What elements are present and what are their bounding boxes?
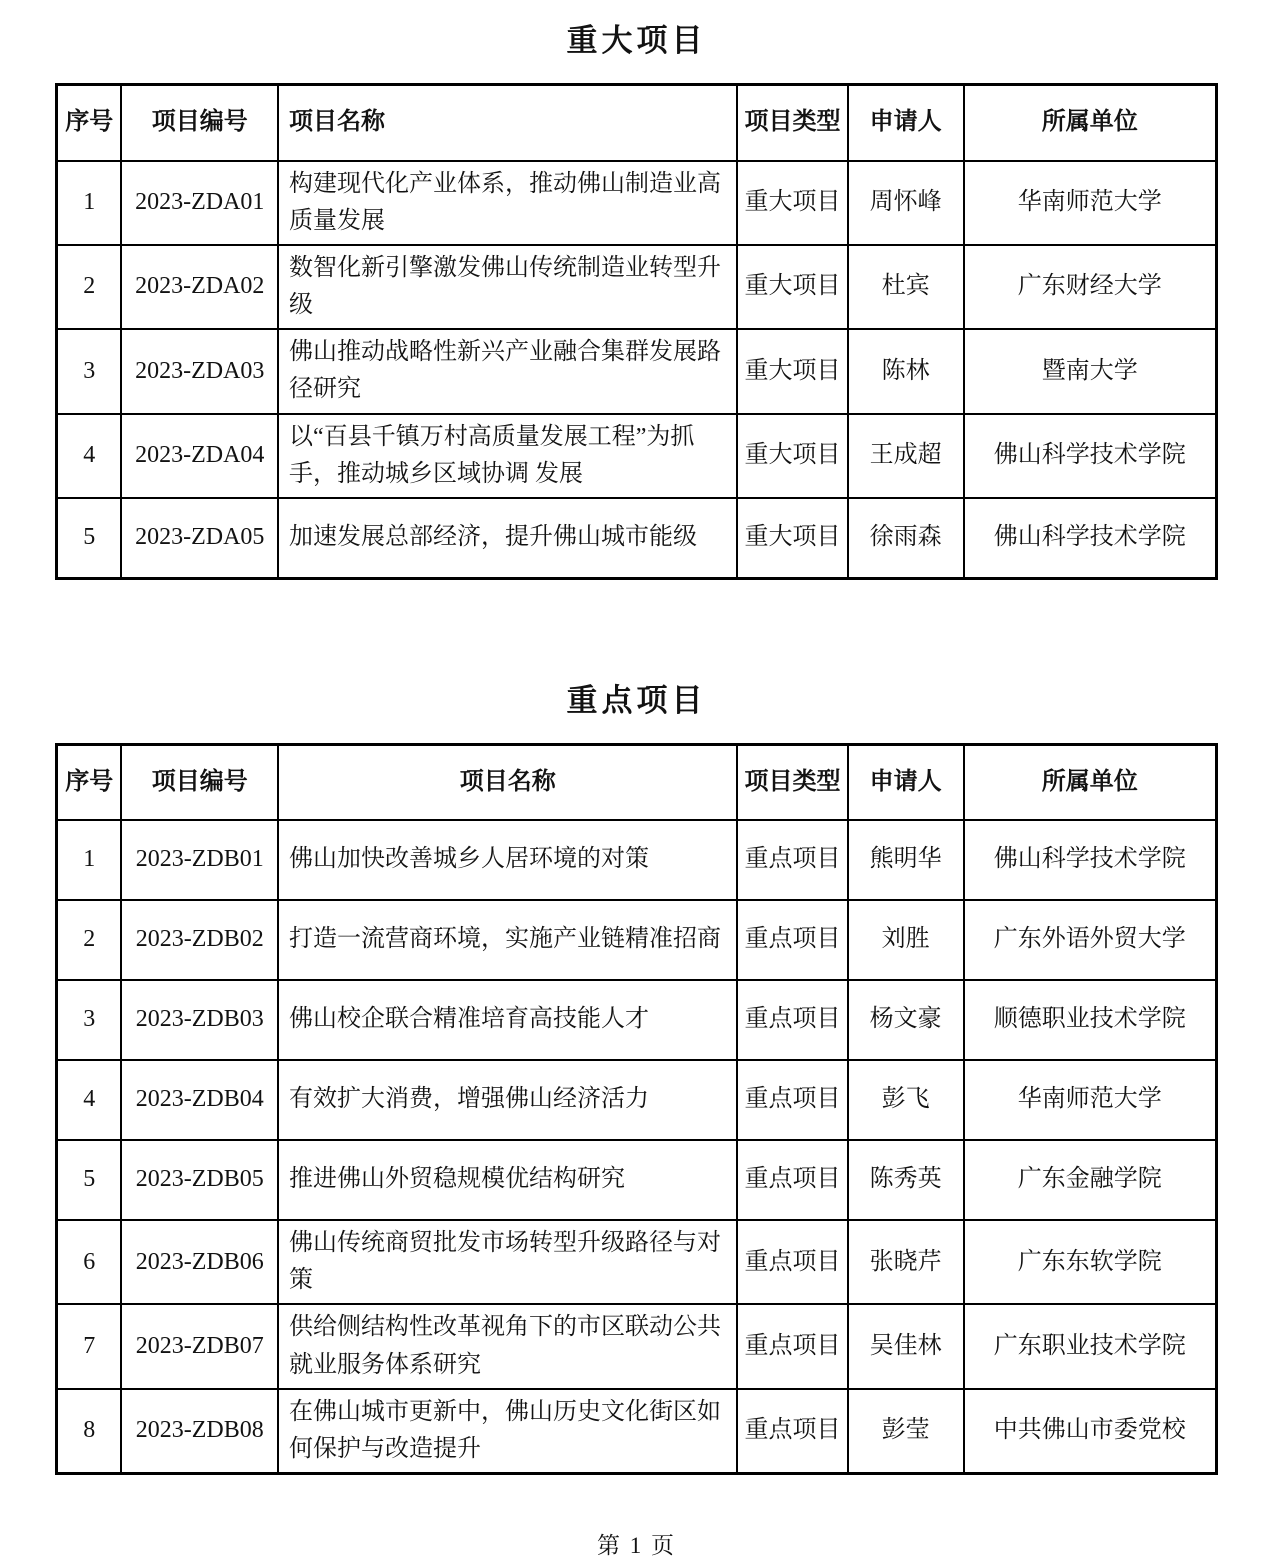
table-cell-col-num: 2 bbox=[57, 245, 122, 329]
table-cell-col-unit: 华南师范大学 bbox=[964, 161, 1217, 245]
table-cell-col-num: 7 bbox=[57, 1304, 122, 1388]
major-projects-table bbox=[55, 83, 1218, 580]
table-cell-col-applicant: 杨文豪 bbox=[848, 980, 964, 1060]
table-cell-col-unit: 暨南大学 bbox=[964, 329, 1217, 413]
header-cell-col-type: 项目类型 bbox=[737, 85, 847, 161]
table-header bbox=[57, 85, 1217, 161]
table-cell-col-unit: 中共佛山市委党校 bbox=[964, 1389, 1217, 1474]
table-row bbox=[57, 161, 1217, 245]
header-cell-col-code: 项目编号 bbox=[121, 744, 278, 820]
header-cell-col-name: 项目名称 bbox=[278, 85, 737, 161]
table-cell-col-applicant: 王成超 bbox=[848, 414, 964, 498]
table-cell-col-unit: 广东财经大学 bbox=[964, 245, 1217, 329]
table-cell-col-unit: 佛山科学技术学院 bbox=[964, 498, 1217, 578]
table-cell-col-num: 4 bbox=[57, 414, 122, 498]
table-cell-col-name: 有效扩大消费，增强佛山经济活力 bbox=[278, 1060, 737, 1140]
table-cell-col-code: 2023-ZDB02 bbox=[121, 900, 278, 980]
table-cell-col-code: 2023-ZDB07 bbox=[121, 1304, 278, 1388]
table-cell-col-applicant: 杜宾 bbox=[848, 245, 964, 329]
table-header bbox=[57, 744, 1217, 820]
table-cell-col-code: 2023-ZDB03 bbox=[121, 980, 278, 1060]
table-cell-col-applicant: 彭莹 bbox=[848, 1389, 964, 1474]
header-cell-col-applicant: 申请人 bbox=[848, 744, 964, 820]
table-body bbox=[57, 161, 1217, 579]
table-row bbox=[57, 900, 1217, 980]
table-cell-col-name: 在佛山城市更新中，佛山历史文化街区如何保护与改造提升 bbox=[278, 1389, 737, 1474]
table-cell-col-num: 1 bbox=[57, 161, 122, 245]
table-cell-col-unit: 广东职业技术学院 bbox=[964, 1304, 1217, 1388]
table-cell-col-name: 佛山推动战略性新兴产业融合集群发展路径研究 bbox=[278, 329, 737, 413]
table-cell-col-applicant: 陈林 bbox=[848, 329, 964, 413]
table-cell-col-applicant: 张晓芹 bbox=[848, 1220, 964, 1304]
table-cell-col-name: 打造一流营商环境，实施产业链精准招商 bbox=[278, 900, 737, 980]
table-cell-col-type: 重点项目 bbox=[737, 1389, 847, 1474]
table-cell-col-unit: 广东金融学院 bbox=[964, 1140, 1217, 1220]
table-cell-col-name: 推进佛山外贸稳规模优结构研究 bbox=[278, 1140, 737, 1220]
table-cell-col-applicant: 徐雨森 bbox=[848, 498, 964, 578]
header-cell-col-applicant: 申请人 bbox=[848, 85, 964, 161]
header-cell-col-name: 项目名称 bbox=[278, 744, 737, 820]
table-cell-col-name: 加速发展总部经济，提升佛山城市能级 bbox=[278, 498, 737, 578]
table-cell-col-code: 2023-ZDA05 bbox=[121, 498, 278, 578]
table-cell-col-code: 2023-ZDB08 bbox=[121, 1389, 278, 1474]
header-cell-col-type: 项目类型 bbox=[737, 744, 847, 820]
table-cell-col-type: 重点项目 bbox=[737, 1060, 847, 1140]
table-cell-col-code: 2023-ZDA03 bbox=[121, 329, 278, 413]
table-cell-col-code: 2023-ZDA01 bbox=[121, 161, 278, 245]
table-cell-col-applicant: 吴佳林 bbox=[848, 1304, 964, 1388]
table-cell-col-code: 2023-ZDA02 bbox=[121, 245, 278, 329]
table-cell-col-applicant: 彭飞 bbox=[848, 1060, 964, 1140]
table-row bbox=[57, 498, 1217, 578]
table-cell-col-name: 供给侧结构性改革视角下的市区联动公共就业服务体系研究 bbox=[278, 1304, 737, 1388]
table-row bbox=[57, 414, 1217, 498]
table-cell-col-num: 6 bbox=[57, 1220, 122, 1304]
table-cell-col-name: 以“百县千镇万村高质量发展工程”为抓手，推动城乡区域协调 发展 bbox=[278, 414, 737, 498]
table-cell-col-applicant: 周怀峰 bbox=[848, 161, 964, 245]
table-row bbox=[57, 329, 1217, 413]
header-cell-col-num: 序号 bbox=[57, 85, 122, 161]
table-row bbox=[57, 245, 1217, 329]
table-cell-col-code: 2023-ZDA04 bbox=[121, 414, 278, 498]
table-cell-col-type: 重点项目 bbox=[737, 980, 847, 1060]
table-cell-col-num: 5 bbox=[57, 1140, 122, 1220]
table-row bbox=[57, 820, 1217, 900]
header-row bbox=[57, 85, 1217, 161]
table-cell-col-num: 5 bbox=[57, 498, 122, 578]
table-cell-col-applicant: 陈秀英 bbox=[848, 1140, 964, 1220]
major-projects-title: 重大项目 bbox=[566, 23, 707, 58]
table-cell-col-code: 2023-ZDB05 bbox=[121, 1140, 278, 1220]
key-projects-section bbox=[55, 680, 1218, 1476]
header-cell-col-unit: 所属单位 bbox=[964, 744, 1217, 820]
page-number: 第 1 页 bbox=[597, 1533, 676, 1559]
header-cell-col-code: 项目编号 bbox=[121, 85, 278, 161]
table-cell-col-unit: 广东东软学院 bbox=[964, 1220, 1217, 1304]
table-body bbox=[57, 820, 1217, 1474]
table-cell-col-type: 重点项目 bbox=[737, 820, 847, 900]
table-cell-col-name: 数智化新引擎激发佛山传统制造业转型升级 bbox=[278, 245, 737, 329]
table-cell-col-name: 佛山传统商贸批发市场转型升级路径与对策 bbox=[278, 1220, 737, 1304]
table-row bbox=[57, 1220, 1217, 1304]
table-cell-col-code: 2023-ZDB06 bbox=[121, 1220, 278, 1304]
table-cell-col-code: 2023-ZDB01 bbox=[121, 820, 278, 900]
table-row bbox=[57, 1140, 1217, 1220]
table-cell-col-unit: 顺德职业技术学院 bbox=[964, 980, 1217, 1060]
table-cell-col-applicant: 刘胜 bbox=[848, 900, 964, 980]
key-projects-title: 重点项目 bbox=[566, 682, 707, 718]
table-row bbox=[57, 980, 1217, 1060]
table-cell-col-num: 1 bbox=[57, 820, 122, 900]
table-cell-col-num: 8 bbox=[57, 1389, 122, 1474]
table-row bbox=[57, 1304, 1217, 1388]
table-cell-col-unit: 佛山科学技术学院 bbox=[964, 820, 1217, 900]
table-cell-col-type: 重点项目 bbox=[737, 1304, 847, 1388]
table-row bbox=[57, 1389, 1217, 1474]
table-cell-col-type: 重大项目 bbox=[737, 498, 847, 578]
table-cell-col-type: 重大项目 bbox=[737, 414, 847, 498]
table-cell-col-name: 佛山加快改善城乡人居环境的对策 bbox=[278, 820, 737, 900]
header-cell-col-unit: 所属单位 bbox=[964, 85, 1217, 161]
table-cell-col-applicant: 熊明华 bbox=[848, 820, 964, 900]
table-cell-col-num: 3 bbox=[57, 980, 122, 1060]
table-cell-col-unit: 广东外语外贸大学 bbox=[964, 900, 1217, 980]
table-cell-col-code: 2023-ZDB04 bbox=[121, 1060, 278, 1140]
table-cell-col-num: 4 bbox=[57, 1060, 122, 1140]
table-cell-col-unit: 华南师范大学 bbox=[964, 1060, 1217, 1140]
key-projects-table bbox=[55, 743, 1218, 1476]
header-row bbox=[57, 744, 1217, 820]
header-cell-col-num: 序号 bbox=[57, 744, 122, 820]
table-cell-col-type: 重大项目 bbox=[737, 329, 847, 413]
table-cell-col-type: 重点项目 bbox=[737, 1140, 847, 1220]
table-cell-col-type: 重大项目 bbox=[737, 245, 847, 329]
table-cell-col-num: 2 bbox=[57, 900, 122, 980]
table-cell-col-type: 重点项目 bbox=[737, 1220, 847, 1304]
table-cell-col-type: 重大项目 bbox=[737, 161, 847, 245]
table-cell-col-unit: 佛山科学技术学院 bbox=[964, 414, 1217, 498]
table-row bbox=[57, 1060, 1217, 1140]
table-cell-col-type: 重点项目 bbox=[737, 900, 847, 980]
table-cell-col-name: 构建现代化产业体系，推动佛山制造业高质量发展 bbox=[278, 161, 737, 245]
major-projects-section bbox=[55, 20, 1218, 580]
table-cell-col-name: 佛山校企联合精准培育高技能人才 bbox=[278, 980, 737, 1060]
table-cell-col-num: 3 bbox=[57, 329, 122, 413]
